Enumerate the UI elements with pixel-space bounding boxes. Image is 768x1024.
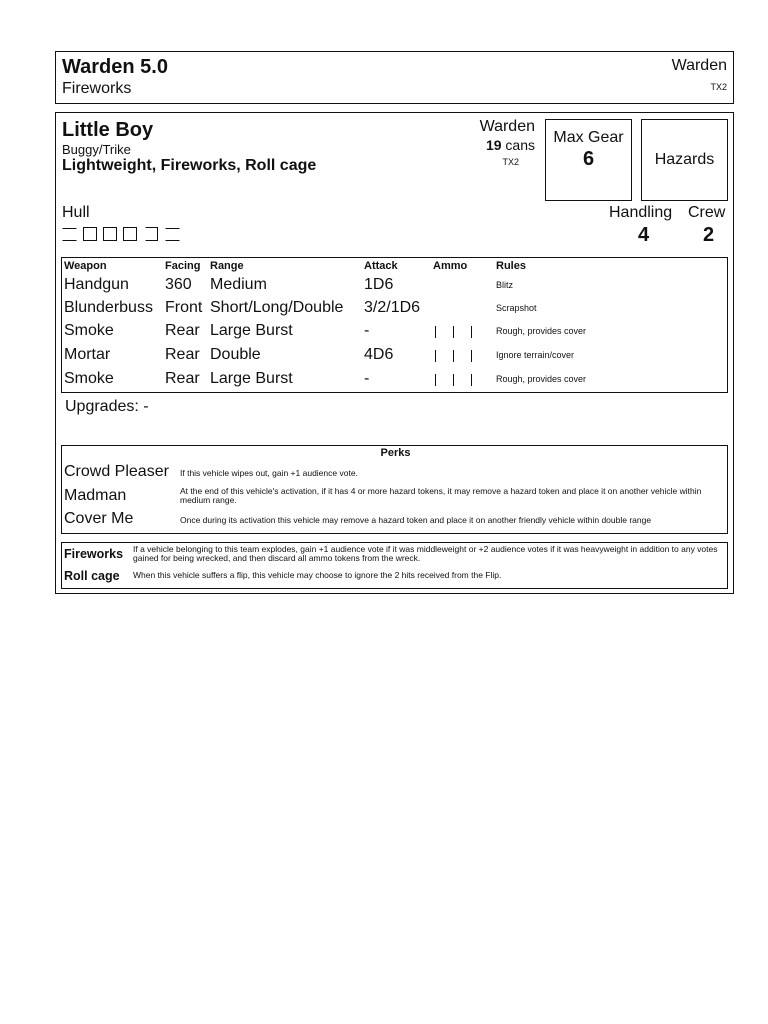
team-subtitle: Fireworks bbox=[62, 80, 132, 97]
weapon-facing: Rear bbox=[165, 322, 200, 339]
weapon-header: Weapon bbox=[64, 260, 107, 272]
team-header bbox=[55, 51, 734, 104]
hull-label: Hull bbox=[62, 204, 90, 221]
handling-label: Handling bbox=[609, 204, 673, 221]
weapon-rules: Rough, provides cover bbox=[496, 326, 587, 336]
weapon-facing: 360 bbox=[165, 276, 192, 293]
perk-name: Cover Me bbox=[64, 510, 134, 527]
ammo-token bbox=[471, 326, 472, 338]
handling-value: 4 bbox=[637, 224, 650, 246]
ammo-token bbox=[471, 374, 472, 386]
weapon-name: Smoke bbox=[64, 322, 114, 339]
weapon-range: Short/Long/Double bbox=[210, 299, 344, 316]
weapon-facing: Rear bbox=[165, 346, 200, 363]
rule-name: Roll cage bbox=[64, 569, 120, 583]
weapon-name: Smoke bbox=[64, 370, 114, 387]
weapon-range: Medium bbox=[210, 276, 267, 293]
ammo-token bbox=[435, 326, 436, 338]
perk-desc: At the end of this vehicle's activation, if it has 4 or more hazard tokens, it may remove a hazard token and place it on another vehicle within medium range. bbox=[180, 486, 702, 505]
weapon-range: Double bbox=[210, 346, 261, 363]
perk-desc: If this vehicle wipes out, gain +1 audience vote. bbox=[180, 468, 358, 478]
weapon-attack: 4D6 bbox=[364, 346, 394, 363]
crew-label: Crew bbox=[688, 204, 726, 221]
vehicle-type: Buggy/Trike bbox=[62, 142, 131, 157]
weapon-rules: Scrapshot bbox=[496, 303, 537, 313]
team-tx-code: TX2 bbox=[710, 82, 727, 92]
vehicle-sponsor: Warden bbox=[479, 118, 535, 135]
weapon-facing: Front bbox=[165, 299, 203, 316]
ammo-token bbox=[453, 374, 454, 386]
hull-box bbox=[146, 228, 158, 241]
vehicle-name: Little Boy bbox=[62, 119, 154, 141]
hazards-box bbox=[641, 119, 728, 201]
range-header: Range bbox=[210, 260, 244, 272]
upgrades-line: Upgrades: - bbox=[65, 398, 149, 415]
ammo-token bbox=[435, 374, 436, 386]
hull-box bbox=[84, 228, 97, 241]
vehicle-tx-code: TX2 bbox=[502, 157, 519, 167]
max-gear-box bbox=[545, 119, 632, 201]
weapon-range: Large Burst bbox=[210, 370, 293, 387]
ammo-token bbox=[453, 350, 454, 362]
rules-box bbox=[61, 542, 728, 589]
max-gear-value: 6 bbox=[582, 148, 595, 170]
weapon-rules: Rough, provides cover bbox=[496, 374, 587, 384]
crew-value: 2 bbox=[702, 224, 715, 246]
facing-header: Facing bbox=[165, 260, 201, 272]
vehicle-traits: Lightweight, Fireworks, Roll cage bbox=[62, 157, 317, 174]
cost-unit: cans bbox=[505, 137, 535, 153]
weapon-rules: Ignore terrain/cover bbox=[496, 350, 575, 360]
ammo-header: Ammo bbox=[433, 260, 468, 272]
vehicle-card bbox=[55, 112, 734, 594]
team-name: Warden 5.0 bbox=[62, 56, 168, 78]
perks-title: Perks bbox=[380, 447, 411, 459]
perk-name: Madman bbox=[64, 487, 127, 504]
hull-box bbox=[63, 229, 77, 241]
hull-box bbox=[124, 228, 137, 241]
weapon-name: Blunderbuss bbox=[64, 299, 153, 316]
weapon-attack: 1D6 bbox=[364, 276, 394, 293]
team-sponsor: Warden bbox=[671, 57, 727, 74]
rule-name: Fireworks bbox=[64, 547, 124, 561]
weapon-facing: Rear bbox=[165, 370, 200, 387]
weapon-attack: - bbox=[364, 370, 370, 387]
weapon-attack: - bbox=[364, 322, 370, 339]
hazards-label: Hazards bbox=[654, 151, 715, 168]
rule-desc: If a vehicle belonging to this team explodes, gain +1 audience vote if it was middleweight or +2 audience votes if it was heavyweight in addition to any votes gained for being wrecked, and then discard all ammo tokens from the wreck. bbox=[133, 544, 718, 563]
perk-name: Crowd Pleaser bbox=[64, 463, 169, 480]
ammo-token bbox=[453, 326, 454, 338]
weapon-range: Large Burst bbox=[210, 322, 293, 339]
hull-track bbox=[62, 226, 192, 242]
weapon-attack: 3/2/1D6 bbox=[364, 299, 421, 316]
rule-desc: When this vehicle suffers a flip, this vehicle may choose to ignore the 2 hits received from the Flip. bbox=[133, 570, 502, 580]
hull-box bbox=[104, 228, 117, 241]
weapons-table bbox=[61, 257, 728, 393]
vehicle-cost bbox=[469, 137, 535, 153]
ammo-token bbox=[471, 350, 472, 362]
perks-box bbox=[61, 445, 728, 534]
weapon-name: Handgun bbox=[64, 276, 129, 293]
weapon-name: Mortar bbox=[64, 346, 111, 363]
attack-header: Attack bbox=[364, 260, 398, 272]
cost-value: 19 bbox=[485, 137, 502, 153]
hull-box bbox=[166, 229, 180, 241]
ammo-token bbox=[435, 350, 436, 362]
max-gear-label: Max Gear bbox=[553, 129, 624, 146]
perk-desc: Once during its activation this vehicle may remove a hazard token and place it on another friendly vehicle within double range bbox=[180, 515, 652, 525]
weapon-rules: Blitz bbox=[496, 280, 514, 290]
rules-header: Rules bbox=[496, 260, 526, 272]
